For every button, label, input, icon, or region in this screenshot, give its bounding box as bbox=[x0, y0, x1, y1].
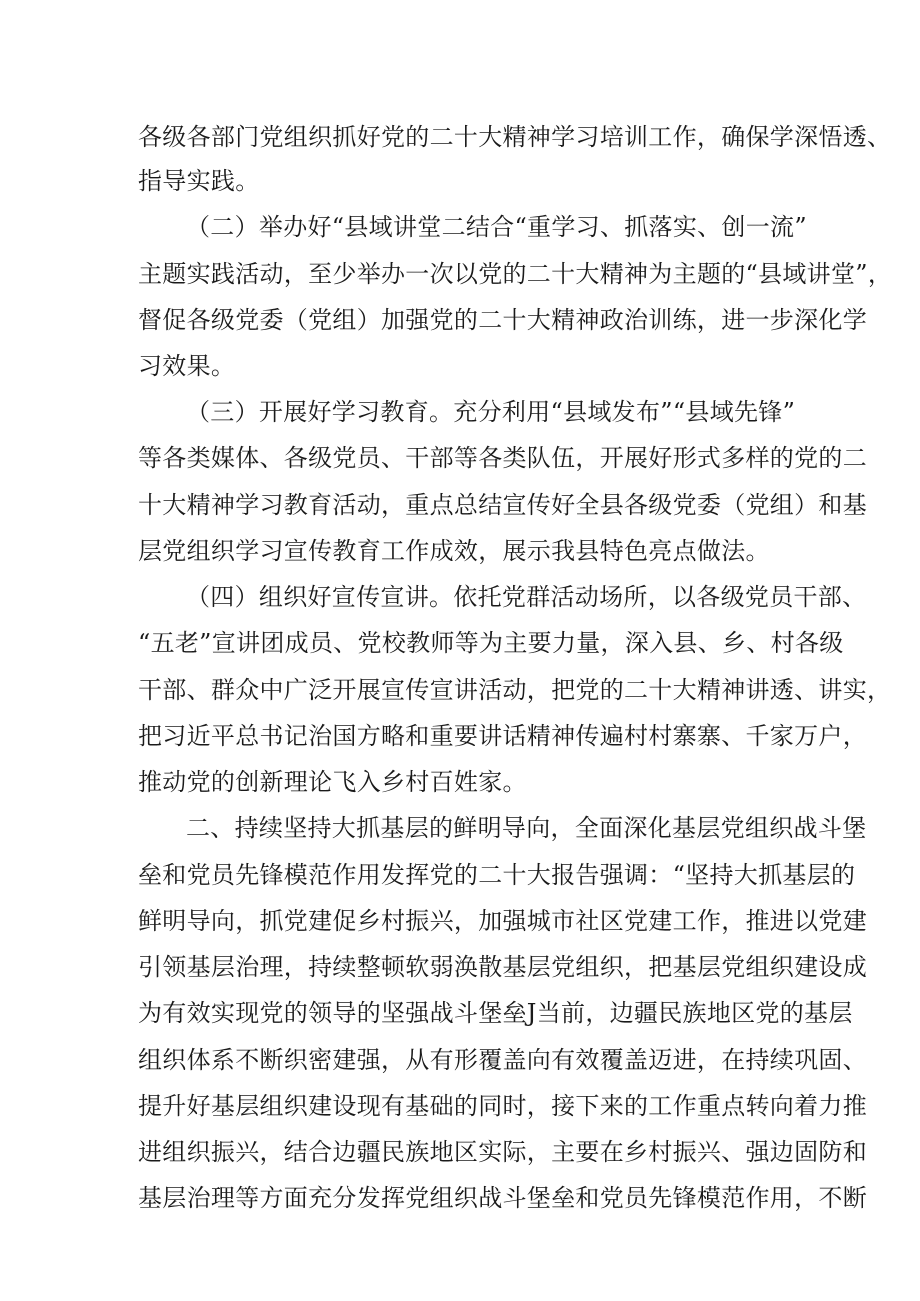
text-line-15: 推动党的创新理论飞入乡村百姓家。 bbox=[138, 768, 527, 796]
section-heading-2: 二、持续坚持大抓基层的鲜明导向，全面深化基层党组织战斗堡 bbox=[186, 814, 867, 842]
text-line-5: 督促各级党委（党组）加强党的二十大精神政治训练，进一步深化学 bbox=[138, 306, 867, 334]
text-line-10: 层党组织学习宣传教育工作成效，展示我县特色亮点做法。 bbox=[138, 537, 770, 565]
text-line-14: 把习近平总书记治国方略和重要讲话精神传遍村村寨寨、千家万户， bbox=[138, 722, 867, 750]
text-line-23: 进组织振兴，结合边疆民族地区实际，主要在乡村振兴、强边固防和 bbox=[138, 1138, 867, 1166]
text-line-2: 指导实践。 bbox=[138, 167, 260, 195]
text-line-19: 引领基层治理，持续整顿软弱涣散基层党组织，把基层党组织建设成 bbox=[138, 953, 867, 981]
text-line-13: 干部、群众中广泛开展宣传宣讲活动，把党的二十大精神讲透、讲实， bbox=[138, 676, 892, 704]
text-line-17: 垒和党员先锋模范作用发挥党的二十大报告强调：“坚持大抓基层的 bbox=[138, 861, 856, 889]
text-line-22: 提升好基层组织建设现有基础的同时，接下来的工作重点转向着力推 bbox=[138, 1092, 867, 1120]
text-line-20: 为有效实现党的领导的坚强战斗堡垒J当前，边疆民族地区党的基层 bbox=[138, 999, 853, 1027]
text-line-12: “五老”宣讲团成员、党校教师等为主要力量，深入县、乡、村各级 bbox=[138, 629, 844, 657]
text-line-11: （四）组织好宣传宣讲。依托党群活动场所，以各级党员干部、 bbox=[186, 583, 867, 611]
text-line-24: 基层治理等方面充分发挥党组织战斗堡垒和党员先锋模范作用，不断 bbox=[138, 1184, 867, 1212]
text-line-8: 等各类媒体、各级党员、干部等各类队伍，开展好形式多样的党的二 bbox=[138, 444, 867, 472]
text-line-6: 习效果。 bbox=[138, 352, 236, 380]
text-line-1: 各级各部门党组织抓好党的二十大精神学习培训工作，确保学深悟透、 bbox=[138, 123, 892, 151]
text-line-7: （三）开展好学习教育。充分利用“县域发布”“县域先锋” bbox=[186, 398, 796, 426]
text-line-18: 鲜明导向，抓党建促乡村振兴，加强城市社区党建工作，推进以党建 bbox=[138, 907, 867, 935]
text-line-21: 组织体系不断织密建强，从有形覆盖向有效覆盖迈进，在持续巩固、 bbox=[138, 1046, 867, 1074]
text-line-4: 主题实践活动，至少举办一次以党的二十大精神为主题的“县域讲堂”， bbox=[138, 260, 893, 288]
text-line-3: （二）举办好“县域讲堂二结合“重学习、抓落实、创一流” bbox=[186, 213, 807, 241]
text-line-9: 十大精神学习教育活动，重点总结宣传好全县各级党委（党组）和基 bbox=[138, 491, 867, 519]
